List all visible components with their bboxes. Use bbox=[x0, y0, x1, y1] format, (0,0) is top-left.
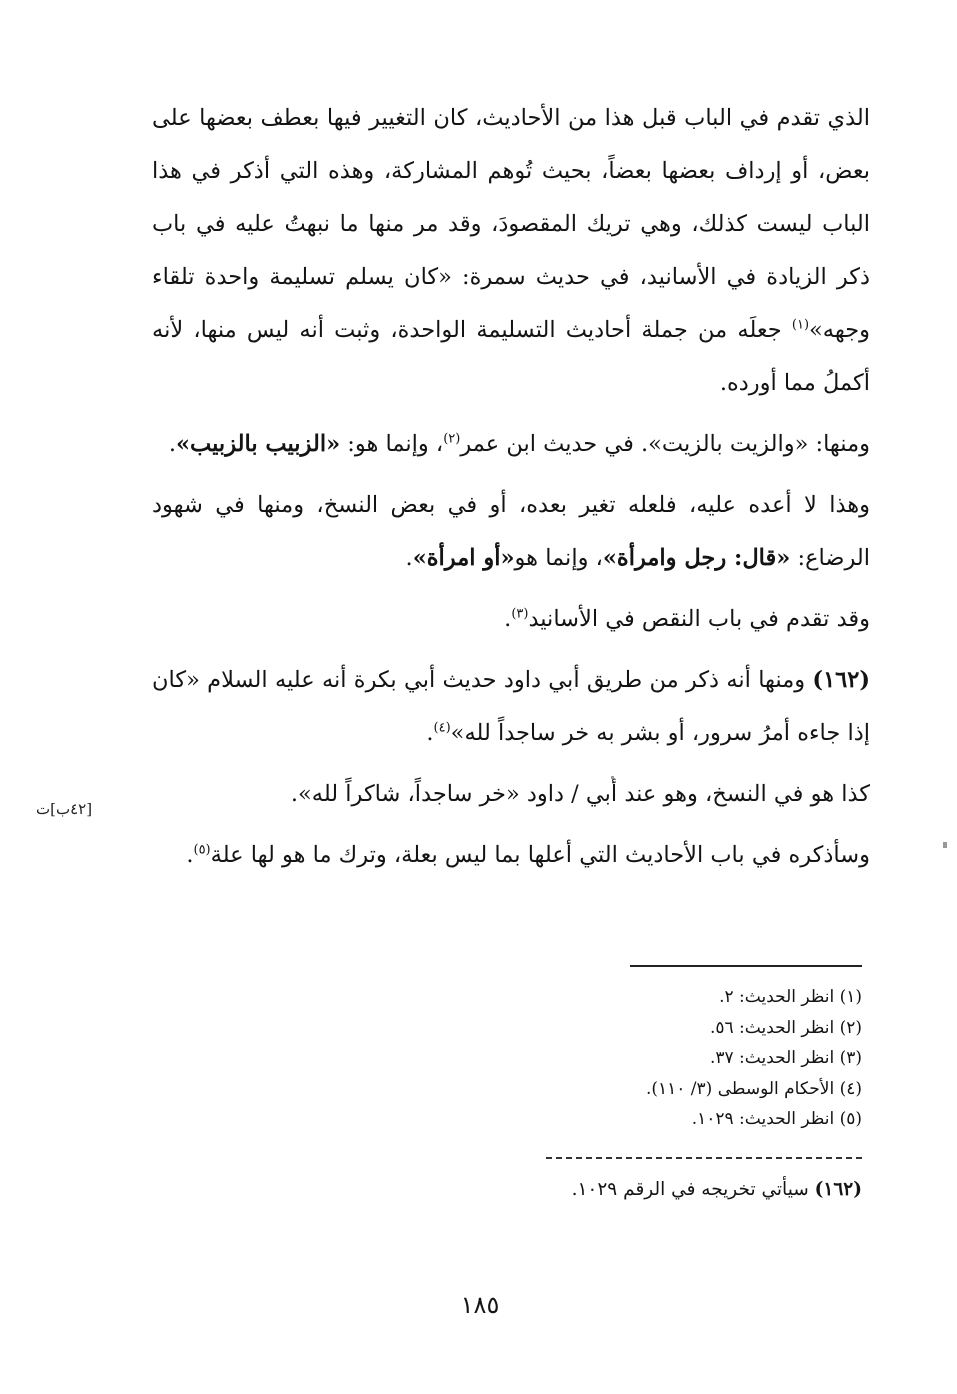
footnote-marker: (٣) bbox=[511, 606, 529, 622]
footnote-line: (٢) انظر الحديث: ٥٦. bbox=[709, 1017, 862, 1038]
text-run: ومنها أنه ذكر من طريق أبي داود حديث أبي بكرة أنه عليه السلام «كان إذا جاءه أمرُ سرور، أو بشر به خر ساجداً لله» bbox=[152, 667, 870, 746]
scan-speck bbox=[943, 842, 947, 848]
bold-text: «قال: رجل وامرأة» bbox=[602, 545, 791, 571]
footnote-marker: (٤) bbox=[433, 720, 451, 736]
text-run: الذي تقدم في الباب قبل هذا من الأحاديث، كان التغيير فيها بعطف بعضها على بعض، أو إرداف بعضها بعضاً، بحيث تُوهم المشاركة، وهذه التي أذكر في هذا الباب ليست كذلك، وهي تريك المقصودَ، وقد مر منها ما نبهتُ عليه في باب ذكر الزيادة في الأسانيد، في حديث سمرة: «كان يسلم تسليمة واحدة تلقاء وجهه» bbox=[152, 105, 871, 343]
bold-text: «أو امرأة» bbox=[412, 545, 515, 571]
footnote-marker: (١) bbox=[791, 317, 810, 333]
footnote-line: (١) انظر الحديث: ٢. bbox=[719, 987, 862, 1007]
bold-text: (١٦٢) bbox=[812, 667, 870, 693]
text-run: ، وإنما هو bbox=[514, 545, 603, 571]
footnote-marker: (٢) bbox=[443, 431, 461, 447]
paragraph bbox=[152, 768, 870, 821]
text-run: ومنها: «والزيت بالزيت». في حديث ابن عمر bbox=[460, 431, 870, 457]
footnote-separator bbox=[630, 965, 862, 967]
margin-folio-note: [٤٢ب]ت bbox=[36, 800, 93, 818]
paragraph bbox=[152, 593, 870, 646]
page-number: ١٨٥ bbox=[460, 1291, 500, 1319]
footnote-marker: (٥) bbox=[193, 842, 211, 858]
source-note-text: سيأتي تخريجه في الرقم ١٠٢٩. bbox=[571, 1179, 815, 1200]
source-note-separator bbox=[546, 1157, 862, 1159]
paragraph bbox=[152, 479, 870, 585]
text-run: . bbox=[186, 842, 194, 868]
text-run: ، وإنما هو: bbox=[340, 431, 444, 457]
footnote-line: (٣) انظر الحديث: ٣٧. bbox=[709, 1048, 862, 1068]
text-run: . bbox=[168, 431, 176, 457]
paragraph bbox=[152, 654, 870, 760]
text-run: وقد تقدم في باب النقص في الأسانيد bbox=[528, 606, 870, 632]
text-run: جعلَه من جملة أحاديث التسليمة الواحدة، وثبت أنه ليس منها، لأنه أكملُ مما أورده. bbox=[152, 317, 870, 396]
scan-speck bbox=[611, 776, 614, 779]
text-run: . bbox=[426, 720, 434, 746]
text-run: وسأذكره في باب الأحاديث التي أعلها بما ليس بعلة، وترك ما هو لها علة bbox=[210, 842, 870, 868]
paragraph bbox=[152, 92, 870, 410]
source-note-number: (١٦٢) bbox=[814, 1179, 862, 1200]
text-run: كذا هو في النسخ، وهو عند أبي / داود «خر ساجداً، شاكراً لله». bbox=[290, 781, 870, 807]
footnote-line: (٥) انظر الحديث: ١٠٢٩. bbox=[691, 1109, 862, 1129]
source-note bbox=[480, 1175, 862, 1205]
paragraph bbox=[152, 829, 870, 882]
main-text bbox=[152, 92, 870, 890]
text-run: وهذا لا أعده عليه، فلعله تغير بعده، أو في بعض النسخ، ومنها في شهود الرضاع: bbox=[152, 492, 870, 571]
text-run: . bbox=[405, 545, 413, 571]
footnote-line: (٤) الأحكام الوسطى (٣/ ١١٠). bbox=[645, 1078, 862, 1099]
bold-text: «الزبيب بالزبيب» bbox=[175, 431, 341, 457]
footnotes bbox=[400, 982, 862, 1135]
text-run: . bbox=[504, 606, 512, 632]
paragraph bbox=[152, 418, 870, 471]
